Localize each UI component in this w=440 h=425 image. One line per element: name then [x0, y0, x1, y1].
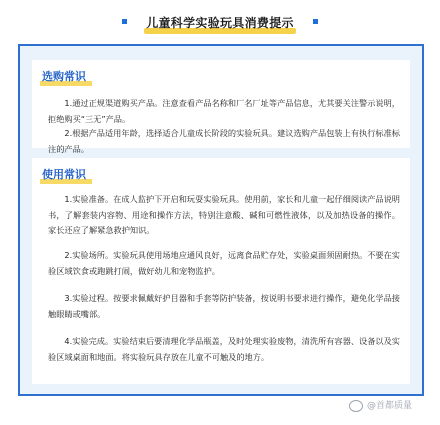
title-row	[0, 12, 440, 31]
purchase-section-title: 选购常识	[42, 68, 86, 84]
usage-section	[32, 158, 410, 384]
watermark	[349, 398, 412, 412]
content-box	[18, 44, 424, 396]
watermark-text: @首都质量	[366, 401, 412, 411]
right-square-icon	[313, 19, 318, 24]
usage-item-2: 2.实验场所。实验玩具使用场地应通风良好，远离食品贮存处，实验桌面须固耐热。不要在实验区域饮食或跑跳打闹，做好幼儿和宠物监护。	[48, 250, 400, 276]
usage-item-3: 3.实验过程。按要求佩戴好护目器和手套等防护装备，按说明书要求进行操作，避免化学品接触眼睛或嘴部。	[48, 293, 400, 319]
header	[0, 0, 440, 44]
purchase-section	[32, 60, 410, 154]
purchase-item-1: 1.通过正规渠道购买产品。注意查看产品名称和厂名厂址等产品信息，尤其要关注警示说明，拒绝购买“三无”产品。	[48, 98, 400, 124]
usage-item-4: 4.实验完成。实验结束后要清理化学品瓶盖，及时处理实验废物，清洗所有容器、设备以及实验区域桌面和地面。将实验玩具存放在儿童不可触及的地方。	[48, 336, 400, 362]
purchase-item-2: 2.根据产品适用年龄，选择适合儿童成长阶段的实验玩具。建议选购产品包装上有执行标准标注的产品。	[48, 128, 400, 154]
weibo-icon	[349, 400, 363, 412]
usage-item-1: 1.实验准备。在成人监护下开启和玩耍实验玩具。使用前，家长和儿童一起仔细阅读产品说明书，了解套装内容物、用途和操作方法，特别注意酸、碱和可燃性液体，以及加热设备的操作。家长还应了解紧急救护知识。	[48, 194, 400, 235]
page-title: 儿童科学实验玩具消费提示	[140, 14, 300, 31]
usage-section-title: 使用常识	[42, 166, 86, 182]
left-square-icon	[122, 19, 127, 24]
